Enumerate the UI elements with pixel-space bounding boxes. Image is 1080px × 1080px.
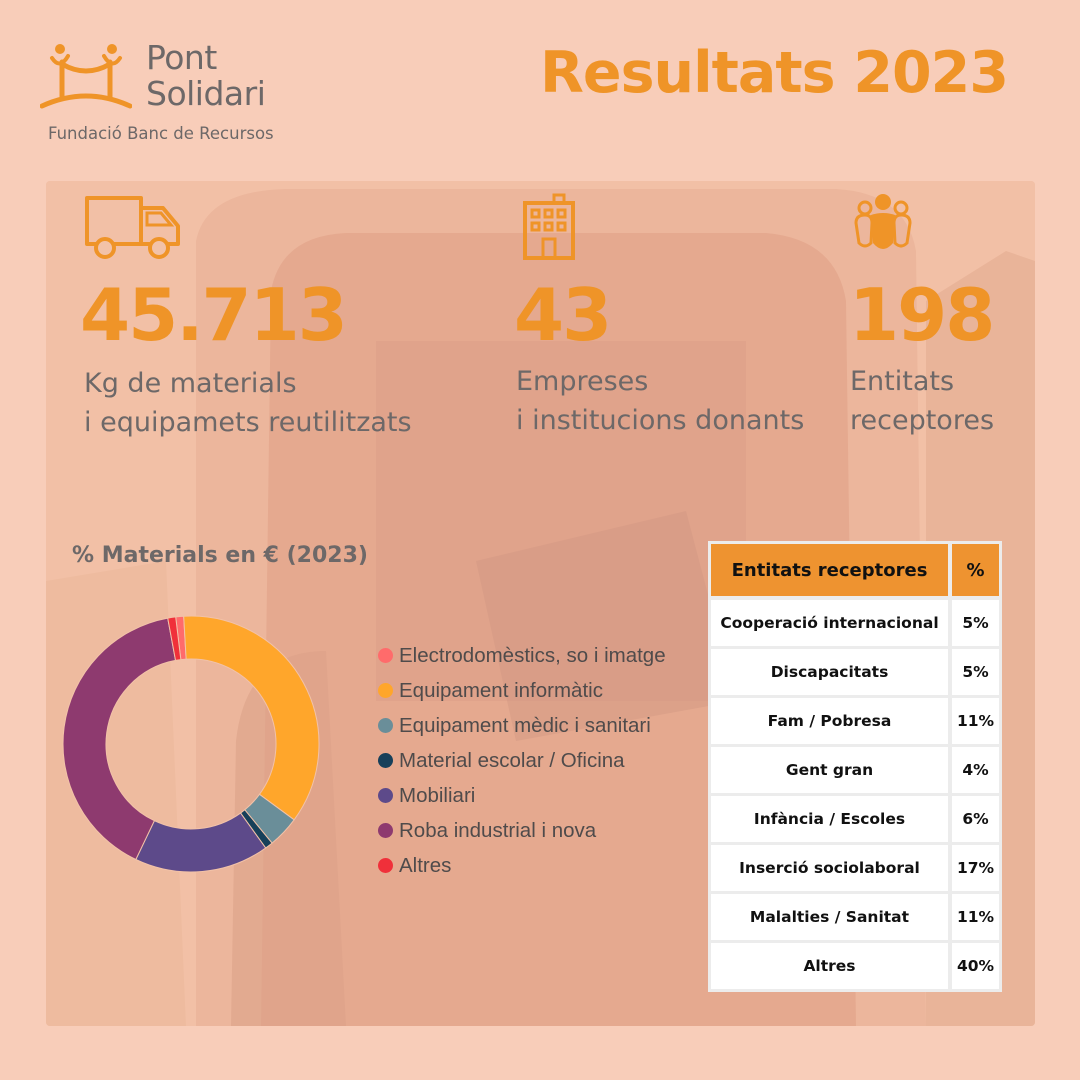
table-cell-percent: 40% — [952, 943, 999, 989]
legend-swatch — [378, 823, 393, 838]
table-row — [708, 845, 1002, 891]
legend-swatch — [378, 858, 393, 873]
legend-label: Equipament mèdic i sanitari — [399, 713, 651, 737]
table-cell-entity: Infància / Escoles — [711, 796, 948, 842]
table-cell-percent: 5% — [952, 600, 999, 646]
stat-label-line-1: Kg de materials — [84, 368, 297, 399]
table-row — [708, 747, 1002, 793]
stat-label-materials — [84, 364, 412, 442]
stat-value-donors: 43 — [514, 273, 611, 357]
legend-swatch — [378, 753, 393, 768]
legend-label: Roba industrial i nova — [399, 818, 597, 842]
donut-slice — [136, 813, 266, 872]
table-cell-entity: Inserció sociolaboral — [711, 845, 948, 891]
stat-label-entities — [850, 362, 994, 440]
table-cell-entity: Cooperació internacional — [711, 600, 948, 646]
table-row — [708, 894, 1002, 940]
people-icon — [852, 193, 914, 261]
table-cell-percent: 6% — [952, 796, 999, 842]
legend-label: Altres — [399, 853, 452, 877]
table-cell-entity: Fam / Pobresa — [711, 698, 948, 744]
stat-label-line-2: i institucions donants — [516, 405, 805, 436]
logo-name-line-1: Pont — [146, 38, 217, 77]
table-header-cell: Entitats receptores — [711, 544, 948, 596]
table-cell-entity: Altres — [711, 943, 948, 989]
table-cell-percent: 11% — [952, 698, 999, 744]
table-row — [708, 600, 1002, 646]
legend-swatch — [378, 788, 393, 803]
legend-item — [378, 848, 666, 883]
donut-chart — [55, 608, 327, 880]
building-icon — [522, 193, 578, 261]
legend-item — [378, 638, 666, 673]
legend-label: Mobiliari — [399, 783, 476, 807]
stat-label-donors — [516, 362, 804, 440]
table-cell-entity: Gent gran — [711, 747, 948, 793]
bridge-logo-icon — [40, 40, 132, 112]
legend-swatch — [378, 648, 393, 663]
legend-swatch — [378, 718, 393, 733]
chart-legend — [378, 638, 666, 883]
van-icon — [83, 194, 183, 260]
stat-value-entities: 198 — [849, 273, 994, 357]
stat-label-line-1: Entitats — [850, 366, 955, 397]
logo-name-line-2: Solidari — [146, 74, 266, 113]
page-title: Resultats 2023 — [540, 40, 1008, 106]
legend-item — [378, 813, 666, 848]
logo — [40, 38, 300, 150]
legend-label: Equipament informàtic — [399, 678, 603, 702]
table-header-row — [708, 544, 1002, 596]
table-cell-percent: 5% — [952, 649, 999, 695]
stat-label-line-1: Empreses — [516, 366, 649, 397]
table-row — [708, 698, 1002, 744]
table-cell-percent: 11% — [952, 894, 999, 940]
table-cell-percent: 4% — [952, 747, 999, 793]
donut-slice — [184, 616, 319, 820]
table-cell-entity: Malalties / Sanitat — [711, 894, 948, 940]
table-header-cell: % — [952, 544, 999, 596]
table-row — [708, 943, 1002, 989]
stat-label-line-2: i equipamets reutilitzats — [84, 407, 412, 438]
legend-swatch — [378, 683, 393, 698]
table-cell-percent: 17% — [952, 845, 999, 891]
logo-subtitle: Fundació Banc de Recursos — [48, 124, 274, 143]
chart-title: % Materials en € (2023) — [72, 543, 368, 568]
recipients-table — [708, 541, 1002, 992]
stat-label-line-2: receptores — [850, 405, 995, 436]
legend-label: Material escolar / Oficina — [399, 748, 625, 772]
table-row — [708, 796, 1002, 842]
legend-item — [378, 673, 666, 708]
legend-item — [378, 708, 666, 743]
logo-name — [146, 40, 265, 112]
legend-item — [378, 743, 666, 778]
table-cell-entity: Discapacitats — [711, 649, 948, 695]
legend-item — [378, 778, 666, 813]
legend-label: Electrodomèstics, so i imatge — [399, 643, 666, 667]
table-row — [708, 649, 1002, 695]
stat-value-materials: 45.713 — [80, 273, 346, 357]
